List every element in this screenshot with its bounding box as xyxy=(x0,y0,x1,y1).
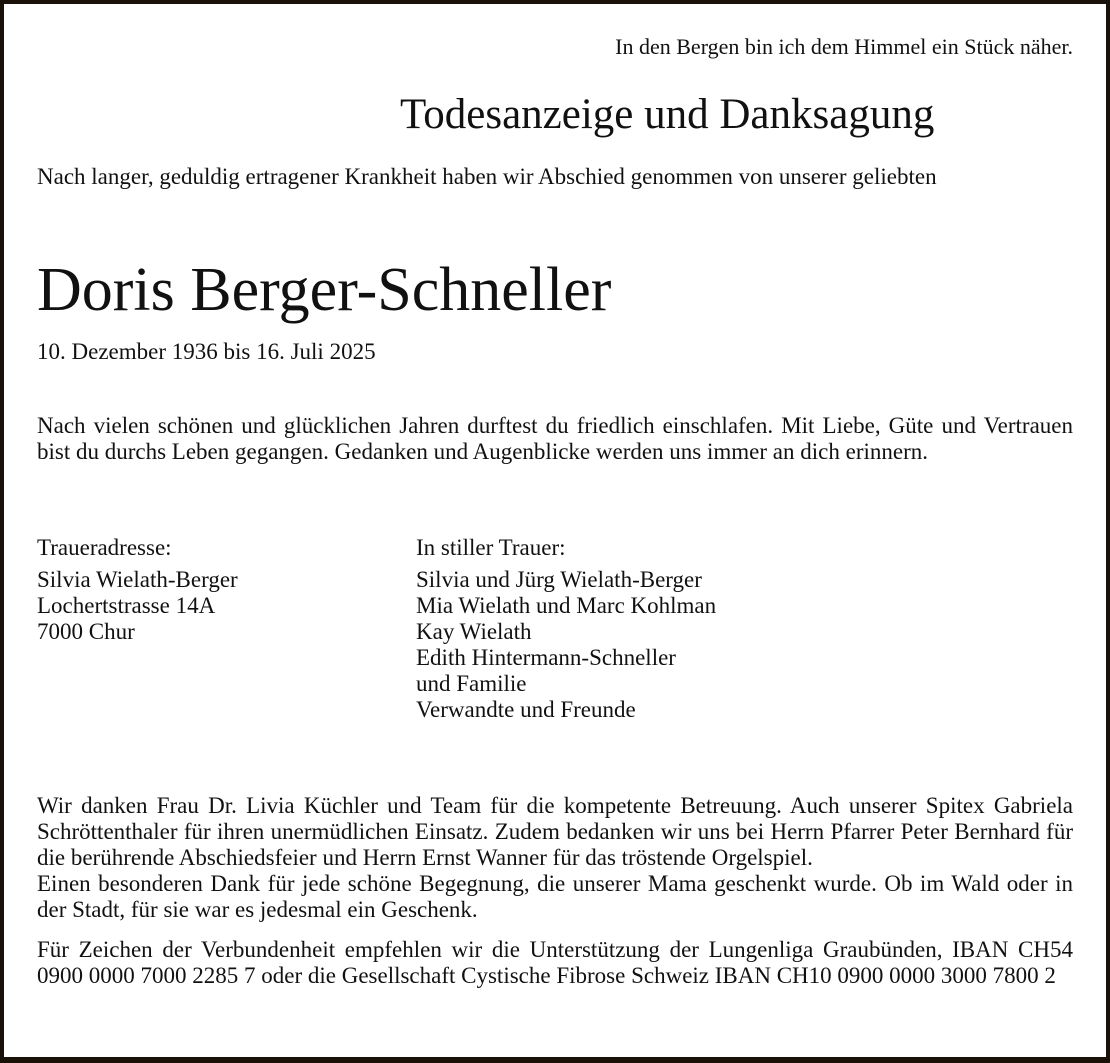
mourner: Silvia und Jürg Wielath-Berger xyxy=(416,567,702,592)
mourner: Edith Hintermann-Schneller xyxy=(416,645,676,670)
deceased-name: Doris Berger-Schneller xyxy=(37,256,612,324)
mourners-heading: In stiller Trauer: xyxy=(416,535,566,560)
intro-text: Nach langer, geduldig ertragener Krankheit haben wir Abschied genommen von unserer geliebten xyxy=(37,164,937,189)
mourner: Kay Wielath xyxy=(416,619,532,644)
memorial-paragraph: Nach vielen schönen und glücklichen Jahren durftest du friedlich einschlafen. Mit Liebe, Güte und Vertrauen bist du durchs Leben gegangen. Gedanken und Augenblicke werden uns immer an dich erinnern. xyxy=(37,413,1073,464)
address-line: Lochertstrasse 14A xyxy=(37,593,216,618)
thanks-paragraph: Wir danken Frau Dr. Livia Küchler und Team für die kompetente Betreuung. Auch unserer Spitex Gabriela Schröttenthaler für ihren unermüdlichen Einsatz. Zudem bedanken wir uns bei Herrn Pfarrer Peter Bernhard für die berührende Abschiedsfeier und Herrn Ernst Wanner für das tröstende Orgelspiel. xyxy=(37,793,1073,870)
motto: In den Bergen bin ich dem Himmel ein Stück näher. xyxy=(615,34,1073,59)
donation-text: Für Zeichen der Verbundenheit empfehlen wir die Unterstützung der Lungenliga Graubünden, IBAN CH54 0900 0000 7000 2285 7 oder die Gesellschaft Cystische Fibrose Schweiz IBAN CH10 0900 0000 3000 7800 2 xyxy=(37,937,1073,988)
mourner: Mia Wielath und Marc Kohlman xyxy=(416,593,717,618)
address-line: Silvia Wielath-Berger xyxy=(37,567,238,592)
mourners-list xyxy=(416,535,716,723)
life-dates: 10. Dezember 1936 bis 16. Juli 2025 xyxy=(37,339,376,364)
mourner: und Familie xyxy=(416,671,527,696)
address-line: 7000 Chur xyxy=(37,619,135,644)
thanks-paragraph: Einen besonderen Dank für jede schöne Begegnung, die unserer Mama geschenkt wurde. Ob im Wald oder in der Stadt, für sie war es jedesmal ein Geschenk. xyxy=(37,871,1073,922)
mourning-address xyxy=(37,535,238,645)
notice-title: Todesanzeige und Danksagung xyxy=(400,91,935,138)
mourner: Verwandte und Freunde xyxy=(416,697,636,722)
address-heading: Traueradresse: xyxy=(37,535,172,560)
thanks-section xyxy=(37,793,1073,923)
